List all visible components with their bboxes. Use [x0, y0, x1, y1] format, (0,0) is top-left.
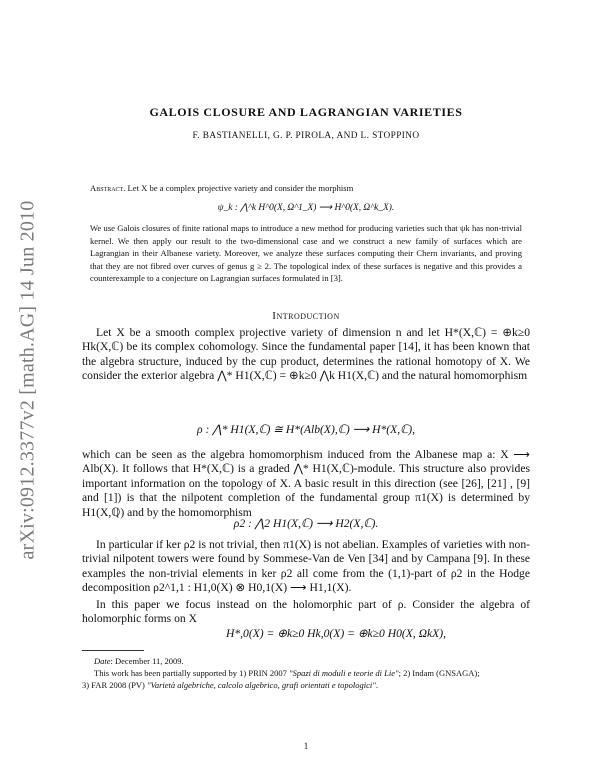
abstract-lead-text: Let X be a complex projective variety and consider the morphism [127, 183, 354, 193]
intro-paragraph-2: which can be seen as the algebra homomorphism induced from the Albanese map a: X ⟶ Alb(X). It follows that H*(X,ℂ) is a graded ⋀* H1(X,ℂ)-module. This structure also provides important information on the topology of X. A basic result in this direction (see [26], [21] , [9] and [1]) is that the nilpotent completion of the fundamental group π1(X) is determined by H1(X,ℚ) and by the homomorphism [82, 448, 530, 519]
abstract-body: We use Galois closures of finite rational maps to introduce a new method for producing varieties such that ψk has non-trivial kernel. We then apply our result to the two-dimensional case and we construct a new family of surfaces which are Lagrangian in their Albanese variety. Moreover, we analyze these surfaces computing their Chern invariants, and proving that they are not fibred over curves of genus g ≥ 2. The topological index of these surfaces is negative and this provides a counterexample to a conjecture on Lagrangian surfaces formulated in [3]. [90, 223, 522, 284]
footnote-support-end: . [375, 680, 378, 690]
paper-title: GALOIS CLOSURE AND LAGRANGIAN VARIETIES [149, 105, 463, 119]
footnote-support [82, 667, 530, 679]
section-heading: Introduction [272, 310, 340, 322]
abstract-lead [90, 182, 522, 195]
paper-page [82, 0, 530, 776]
footnote-date [82, 655, 530, 667]
intro-equation-3: H*,0(X) = ⊕k≥0 Hk,0(X) = ⊕k≥0 H0(X, ΩkX), [225, 627, 447, 640]
footnote-rule [82, 650, 144, 651]
intro-paragraph-1: Let X be a smooth complex projective variety of dimension n and let H*(X,ℂ) = ⊕k≥0 Hk(X,ℂ) be its complex cohomology. Since the fundamental paper [14], it has been known that the algebra structure, induced by the cup product, determines the rational homotopy of X. We consider the exterior algebra ⋀* H1(X,ℂ) = ⊕k≥0 ⋀k H1(X,ℂ) and the natural homomorphism [82, 326, 530, 383]
footnote-support-mid: ; 2) Indam (GNSAGA); [398, 668, 480, 678]
footnote-date-value: : December 11, 2009. [110, 656, 184, 666]
intro-paragraph-3: In particular if ker ρ2 is not trivial, then π1(X) is not abelian. Examples of varieties with non-trivial nilpotent towers were found by Sommese-Van de Ven [34] and by Campana [9]. In these examples the non-trivial elements in ker ρ2 all come from the (1,1)-part of ρ2 in the Hodge decomposition ρ2^1,1 : H1,0(X) ⊗ H0,1(X) ⟶ H1,1(X). [82, 538, 530, 595]
paper-authors: F. BASTIANELLI, G. P. PIROLA, AND L. STOPPINO [192, 131, 420, 141]
footnote-support-line2-lead: 3) FAR 2008 (PV) [82, 680, 148, 690]
footnote-date-label: Date [94, 656, 111, 666]
arxiv-sidebar-stamp [10, 165, 46, 595]
intro-equation-1: ρ : ⋀* H1(X,ℂ) ≅ H*(Alb(X),ℂ) ⟶ H*(X,ℂ), [197, 423, 415, 436]
footnote-support-italic-1: "Spazi di moduli e teorie di Lie" [289, 668, 399, 678]
footnote-support-italic-2: "Varietà algebriche, calcolo algebrico, grafi orientati e topologici" [147, 680, 376, 690]
footnote-support-lead: This work has been partially supported by 1) PRIN 2007 [94, 668, 289, 678]
arxiv-identifier: arXiv:0912.3377v2 [math.AG] 14 Jun 2010 [16, 200, 39, 560]
footnote-support-line-2 [82, 679, 530, 691]
abstract-label: Abstract. [90, 183, 126, 193]
page-number: 1 [303, 741, 309, 751]
intro-paragraph-4: In this paper we focus instead on the holomorphic part of ρ. Consider the algebra of holomorphic forms on X [82, 598, 530, 626]
abstract-formula: ψ_k : ⋀^k H^0(X, Ω^1_X) ⟶ H^0(X, Ω^k_X). [217, 203, 395, 213]
intro-equation-2: ρ2 : ⋀2 H1(X,ℂ) ⟶ H2(X,ℂ). [233, 517, 379, 530]
